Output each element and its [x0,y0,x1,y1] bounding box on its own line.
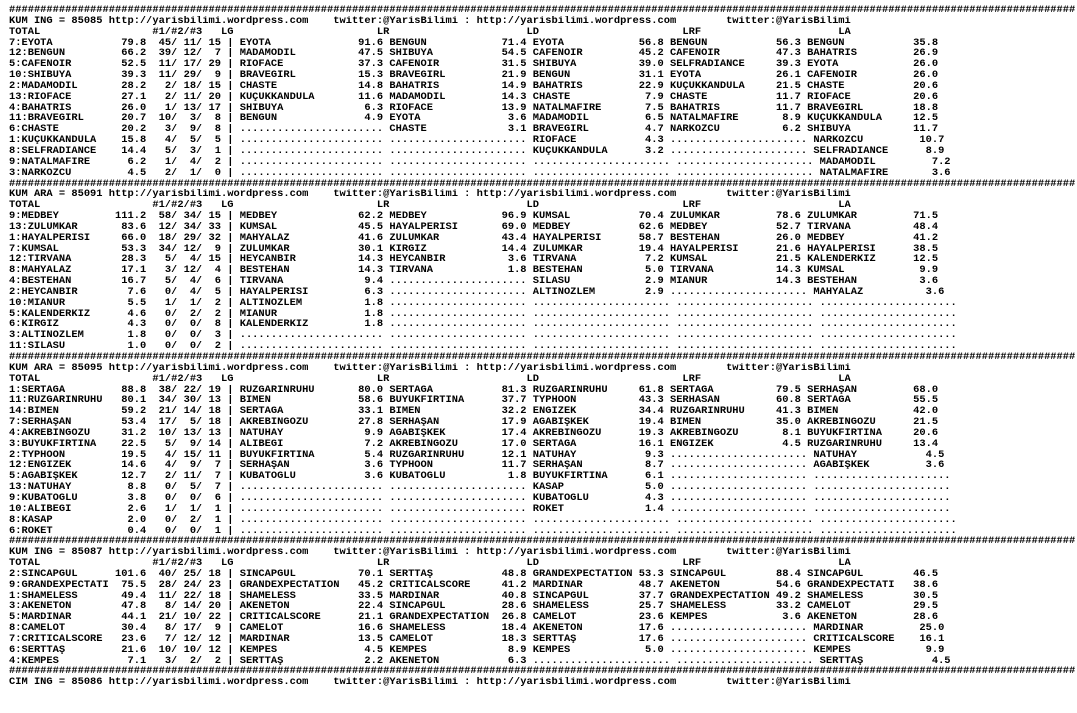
text-line: TOTAL #1/#2/#3 LG LR LD LRF LA [9,200,851,212]
text-line: 12:ENGİZEK 14.6 4/ 9/ 7 | SERHAŞAN 3.6 TYPHOON 11.7 SERHAŞAN 8.7 ...................... AĞABİŞKEK 3.6 [9,460,945,472]
text-line: 11:RÜZGARINRUHU 80.1 34/ 30/ 13 | BİMEN 58.6 BÜYÜKFIRTINA 37.7 TYPHOON 43.3 SERHASAN 60.8 SERTAĞA 55.5 [9,395,939,407]
text-line: 11:SILASU 1.0 0/ 0/ 2 | ....................... ...................... ...................... ...................... ...................... [9,341,957,352]
text-line: KUM ARA = 85091 http://yarisbilimi.wordpress.com twitter:@YarisBilimi : http://yarisbilimi.wordpress.com twitter:@YarisBilimi [9,189,851,201]
text-line: 10:SHIBUYA 39.3 11/ 29/ 9 | BRAVEGIRL 15.3 BRAVEGIRL 21.9 BENGUN 31.1 EYOTA 26.1 CAFENOIR 26.0 [9,70,939,81]
text-line: 4:BESTEHAN 16.7 5/ 4/ 6 | TIRVANA 9.4 ...................... SILASU 2.9 MİANUR 14.3 BESTEHAN 3.6 [9,276,939,287]
text-line: 2:MADAMODİL 28.2 2/ 18/ 15 | CHASTE 14.8 BAHATRIS 14.9 BAHATRIS 22.9 KÜÇÜKKANDULA 21.5 CHASTE 20.6 [9,80,939,92]
text-line: 4:KEMPES 7.1 3/ 2/ 2 | SERTTAŞ 2.2 AKENETON 6.3 ...................... ...................... SERTTAŞ 4.5 [9,655,951,667]
text-line: 3:NARKOZCU 4.5 2/ 1/ 0 | ....................... ...................... ...................... ...................... NATALMAFIRE 3.6 [9,167,951,179]
text-line: 7:EYOTA 79.8 45/ 11/ 15 | EYOTA 91.6 BENGUN 71.4 EYOTA 56.8 BENGUN 56.3 BENGUN 35.8 [9,37,939,49]
text-line: 6:KIRGIZ 4.3 0/ 0/ 8 | KALENDERKIZ 1.8 ...................... ...................... ...................... ...................... [9,319,957,331]
text-line: 2:SİNCAPGÜL 101.6 40/ 25/ 18 | SİNCAPGÜL 70.1 SERTTAŞ 48.8 GRANDEXPECTATION 53.3 SİNCAPGÜL 88.4 SİNCAPGÜL 46.5 [9,568,939,580]
text-line: 6:CHASTE 20.2 3/ 9/ 8 | ....................... CHASTE 3.1 BRAVEGIRL 4.7 NARKOZCU 6.2 SHIBUYA 11.7 [9,124,939,136]
text-line: CIM ING = 85086 http://yarisbilimi.wordpress.com twitter:@YarisBilimi : http://yarisbilimi.wordpress.com twitter:@YarisBilimi [9,677,851,689]
text-line: 1:SERTAĞA 88.8 38/ 22/ 19 | RÜZGARINRUHU 80.0 SERTAĞA 81.3 RÜZGARINRUHU 61.8 SERTAĞA 79.5 SERHAŞAN 68.0 [9,384,939,396]
text-line: 3:AKENETON 47.8 8/ 14/ 20 | AKENETON 22.4 SİNCAPGÜL 28.6 SHAMELESS 25.7 SHAMELESS 33.2 CAMELOT 29.5 [9,601,939,613]
text-line: 8:CAMELOT 30.4 8/ 17/ 9 | CAMELOT 16.6 SHAMELESS 18.4 AKENETON 17.6 ...................... MARDINAR 25.0 [9,623,945,634]
text-line: 6:ROKET 0.4 0/ 0/ 1 | ....................... ...................... ...................... ...................... ...................... [9,525,957,537]
text-line: 4:AKREBİNGÖZÜ 31.2 10/ 13/ 13 | NATUHAY 9.9 AĞABİŞKEK 17.4 AKREBİNGÖZÜ 19.3 AKREBİNGÖZÜ 8.1 BÜYÜKFIRTINA 20.6 [9,427,939,439]
text-line: KUM ING = 85087 http://yarisbilimi.wordpress.com twitter:@YarisBilimi : http://yarisbilimi.wordpress.com twitter:@YarisBilimi [9,547,851,559]
text-line: 12:TIRVANA 28.3 5/ 4/ 15 | HEYCANBİR 14.3 HEYCANBİR 3.6 TIRVANA 7.2 KUMSAL 21.5 KALENDERKIZ 12.5 [9,254,939,266]
separator-line: ########################################################################################################################################################################### [9,5,1076,16]
text-line: 1:SHAMELESS 49.4 11/ 22/ 18 | SHAMELESS 33.5 MARDINAR 40.8 SİNCAPGÜL 37.7 GRANDEXPECTATION 49.2 SHAMELESS 30.5 [9,590,939,602]
text-line: 13:ZÜLUMKAR 83.6 12/ 34/ 33 | KUMSAL 45.5 HAYALPERİSİ 69.0 MEDBEY 62.6 MEDBEY 52.7 TIRVANA 48.4 [9,221,939,233]
text-line: TOTAL #1/#2/#3 LG LR LD LRF LA [9,558,851,569]
text-line: 9:NATALMAFIRE 6.2 1/ 4/ 2 | ....................... ...................... ...................... ...................... MADAMODİL 7.2 [9,156,951,168]
text-line: 8:SELFRADIANCE 14.4 5/ 3/ 1 | ....................... ...................... KÜÇÜKKANDULA 3.2 ...................... SELFRADIANCE 8.9 [9,145,945,157]
text-line: 1:KÜÇÜKKANDULA 15.8 4/ 5/ 5 | ....................... ...................... RIOFACE 4.3 ...................... NARKOZCU 10.7 [9,135,945,146]
text-line: 8:MAHYALAZ 17.1 3/ 12/ 4 | BESTEHAN 14.3 TIRVANA 1.8 BESTEHAN 5.0 TIRVANA 14.3 KUMSAL 9.9 [9,265,939,277]
text-line: 5:KALENDERKIZ 4.6 0/ 2/ 2 | MİANUR 1.8 ...................... ...................... ...................... ...................... [9,308,957,320]
text-line: 2:TYPHOON 19.5 4/ 15/ 11 | BÜYÜKFIRTINA 5.4 RÜZGARINRUHU 12.1 NATUHAY 9.3 ...................... NATUHAY 4.5 [9,449,945,461]
text-line: 9:KUBATOĞLU 3.8 0/ 0/ 6 | ....................... ...................... KUBATOĞLU 4.3 ...................... ...................... [9,492,951,504]
text-line: 9:MEDBEY 111.2 58/ 34/ 15 | MEDBEY 62.2 MEDBEY 96.9 KUMSAL 70.4 ZÜLUMKAR 78.6 ZÜLUMKAR 71.5 [9,211,939,222]
text-line: 13:NATUHAY 8.8 0/ 5/ 7 | ....................... ...................... KASAP 5.0 ...................... ...................... [9,482,951,493]
text-line: 14:BİMEN 59.2 21/ 14/ 18 | SERTAĞA 33.1 BİMEN 32.2 ENGİZEK 34.4 RÜZGARINRUHU 41.3 BİMEN 42.0 [9,406,939,418]
text-line: 10:MİANUR 5.5 1/ 1/ 2 | ALTINÖZLEM 1.8 ...................... ...................... ...................... ...................... [9,297,957,309]
text-line: TOTAL #1/#2/#3 LG LR LD LRF LA [9,373,851,385]
text-line: 4:BAHATRIS 26.0 1/ 13/ 17 | SHIBUYA 6.3 RIOFACE 13.9 NATALMAFIRE 7.5 BAHATRIS 11.7 BRAVEGIRL 18.8 [9,102,939,114]
text-line: 9:GRANDEXPECTATI 75.5 28/ 24/ 23 | GRANDEXPECTATION 45.2 CRITICALSCORE 41.2 MARDINAR 48.7 AKENETON 54.6 GRANDEXPECTATI 38.6 [9,579,939,591]
text-line: KUM ARA = 85095 http://yarisbilimi.wordpress.com twitter:@YarisBilimi : http://yarisbilimi.wordpress.com twitter:@YarisBilimi [9,362,851,374]
text-line: 1:HAYALPERİSİ 66.0 18/ 29/ 32 | MAHYALAZ 41.6 ZÜLUMKAR 43.4 HAYALPERİSİ 58.7 BESTEHAN 26.0 MEDBEY 41.2 [9,232,939,244]
text-line: 2:HEYCANBİR 7.6 0/ 4/ 5 | HAYALPERİSİ 6.3 ...................... ALTINÖZLEM 2.9 ...................... MAHYALAZ 3.6 [9,286,945,298]
text-line: 13:RIOFACE 27.1 2/ 11/ 20 | KÜÇÜKKANDULA 11.6 MADAMODİL 14.3 CHASTE 7.9 CHASTE 11.7 RIOFACE 20.6 [9,91,939,103]
text-line: 5:MARDINAR 44.1 21/ 10/ 22 | CRITICALSCORE 21.1 GRANDEXPECTATION 26.8 CAMELOT 23.6 KEMPES 3.6 AKENETON 28.6 [9,612,939,624]
text-line: 12:BENGUN 66.2 39/ 12/ 7 | MADAMODİL 47.5 SHIBUYA 54.5 CAFENOIR 45.2 CAFENOIR 47.3 BAHATRIS 26.9 [9,48,939,60]
text-line: 11:BRAVEGIRL 20.7 10/ 3/ 8 | BENGUN 4.9 EYOTA 3.6 MADAMODİL 6.5 NATALMAFIRE 8.9 KÜÇÜKKANDULA 12.5 [9,113,939,125]
text-line: 7:CRITICALSCORE 23.6 7/ 12/ 12 | MARDINAR 13.5 CAMELOT 18.3 SERTTAŞ 17.6 ...................... CRITICALSCORE 16.1 [9,633,945,645]
text-line: 5:CAFENOIR 52.5 11/ 17/ 29 | RIOFACE 37.3 CAFENOIR 31.5 SHIBUYA 39.0 SELFRADIANCE 39.3 EYOTA 26.0 [9,59,939,71]
text-line: 8:KASAP 2.0 0/ 2/ 1 | ....................... ...................... ...................... ...................... ...................... [9,514,957,526]
text-line: 3:ALTINÖZLEM 1.8 0/ 0/ 3 | ....................... ...................... ...................... ...................... ...................... [9,330,957,342]
text-line: 3:BÜYÜKFIRTINA 22.5 5/ 9/ 14 | ALİBEGİ 7.2 AKREBİNGÖZÜ 17.0 SERTAĞA 16.1 ENGİZEK 4.5 RÜZGARINRUHU 13.4 [9,438,939,450]
separator-line: ########################################################################################################################################################################### [9,178,1076,190]
text-line: 6:SERTTAŞ 21.6 10/ 10/ 12 | KEMPES 4.5 KEMPES 8.9 KEMPES 5.0 ...................... KEMPES 9.9 [9,644,945,656]
separator-line: ########################################################################################################################################################################### [9,352,1076,363]
text-line: 10:ALİBEGİ 2.6 1/ 1/ 1 | ....................... ...................... ROKET 1.4 ...................... ...................... [9,503,951,515]
text-line: 5:AĞABİŞKEK 12.7 2/ 11/ 7 | KUBATOĞLU 3.6 KUBATOĞLU 1.8 BÜYÜKFIRTINA 6.1 ...................... ...................... [9,471,951,483]
text-line: KUM ING = 85085 http://yarisbilimi.wordpress.com twitter:@YarisBilimi : http://yarisbilimi.wordpress.com twitter:@YarisBilimi [9,15,851,27]
text-line: 7:SERHAŞAN 53.4 17/ 5/ 18 | AKREBİNGÖZÜ 27.8 SERHAŞAN 17.9 AĞABİŞKEK 19.4 BİMEN 35.0 AKREBİNGÖZÜ 21.5 [9,417,939,428]
separator-line: ########################################################################################################################################################################### [9,666,1076,678]
text-line: TOTAL #1/#2/#3 LG LR LD LRF LA [9,26,851,38]
separator-line: ########################################################################################################################################################################### [9,536,1076,548]
text-line: 7:KUMSAL 53.3 34/ 12/ 9 | ZÜLUMKAR 30.1 KIRGIZ 14.4 ZÜLUMKAR 19.4 HAYALPERİSİ 21.6 HAYALPERİSİ 38.5 [9,243,939,255]
